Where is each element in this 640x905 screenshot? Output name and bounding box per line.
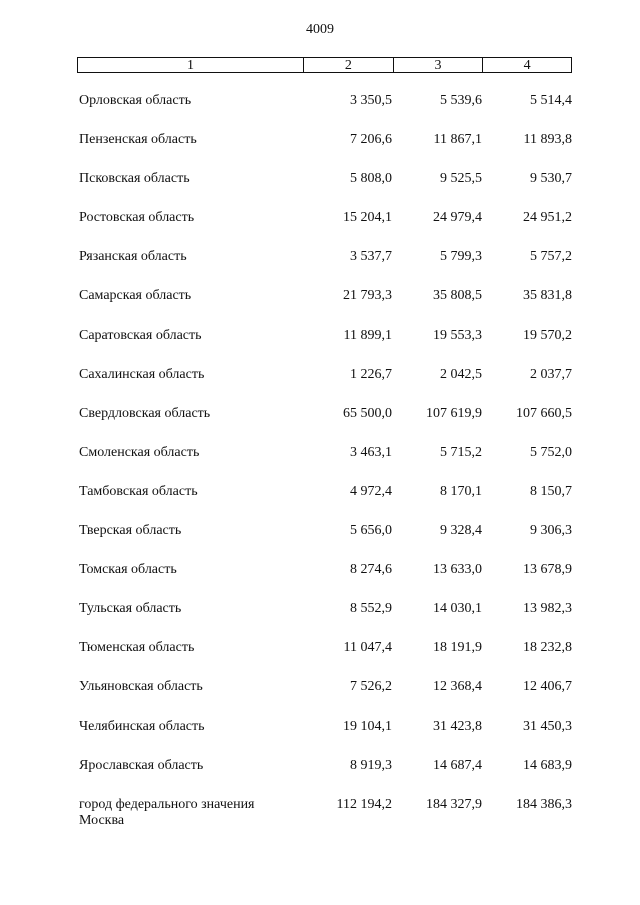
value-col-3: 107 619,9 xyxy=(426,405,482,421)
table-row xyxy=(77,367,572,406)
header-col-4: 4 xyxy=(523,58,531,73)
region-name: Тверская область xyxy=(79,523,182,539)
table-row xyxy=(77,132,572,171)
value-col-2: 11 899,1 xyxy=(343,327,392,343)
region-name: Рязанская область xyxy=(79,249,187,265)
value-col-4: 5 514,4 xyxy=(530,93,572,108)
value-col-3: 11 867,1 xyxy=(433,132,482,148)
value-col-2: 3 463,1 xyxy=(350,444,392,460)
value-col-2: 11 047,4 xyxy=(343,640,392,656)
value-col-2: 5 656,0 xyxy=(350,523,392,539)
table-header xyxy=(77,57,572,73)
table-row xyxy=(77,601,572,640)
table-row xyxy=(77,171,572,210)
region-name: Челябинская область xyxy=(79,718,205,734)
value-col-4: 5 757,2 xyxy=(530,249,572,265)
value-col-3: 5 539,6 xyxy=(440,93,482,108)
value-col-4: 9 306,3 xyxy=(530,523,572,539)
value-col-4: 107 660,5 xyxy=(516,405,572,421)
value-col-4: 13 678,9 xyxy=(523,562,572,578)
region-name: Псковская область xyxy=(79,171,190,187)
region-name: Самарская область xyxy=(79,288,192,304)
value-col-3: 18 191,9 xyxy=(433,640,482,656)
value-col-2: 21 793,3 xyxy=(343,288,392,304)
region-name: Пензенская область xyxy=(79,132,197,148)
region-name: город федерального значения Москва xyxy=(79,796,255,828)
table-row xyxy=(77,484,572,523)
header-col-2: 2 xyxy=(304,58,394,72)
value-col-4: 9 530,7 xyxy=(530,171,572,187)
table-row xyxy=(77,797,572,836)
value-col-3: 2 042,5 xyxy=(440,366,482,382)
value-col-3: 24 979,4 xyxy=(433,210,482,226)
value-col-2: 1 226,7 xyxy=(350,366,392,382)
value-col-3: 9 328,4 xyxy=(440,523,482,539)
value-col-3: 12 368,4 xyxy=(433,679,482,695)
table-row xyxy=(77,445,572,484)
value-col-4: 14 683,9 xyxy=(523,757,572,773)
value-col-2: 112 194,2 xyxy=(336,796,392,812)
table-row xyxy=(77,562,572,601)
table-body xyxy=(77,93,572,836)
value-col-4: 5 752,0 xyxy=(530,444,572,460)
table-row xyxy=(77,719,572,758)
table-row xyxy=(77,288,572,327)
region-name: Свердловская область xyxy=(79,405,211,421)
value-col-2: 3 350,5 xyxy=(350,93,392,108)
value-col-4: 12 406,7 xyxy=(523,679,572,695)
header-col-1: 1 xyxy=(78,58,304,72)
table-row xyxy=(77,640,572,679)
region-name: Ростовская область xyxy=(79,210,195,226)
table-row xyxy=(77,406,572,445)
value-col-2: 3 537,7 xyxy=(350,249,392,265)
value-col-3: 13 633,0 xyxy=(433,562,482,578)
region-name: Саратовская область xyxy=(79,327,202,343)
value-col-2: 8 274,6 xyxy=(350,562,392,578)
value-col-3: 9 525,5 xyxy=(440,171,482,187)
region-name: Сахалинская область xyxy=(79,366,205,382)
value-col-4: 18 232,8 xyxy=(523,640,572,656)
value-col-2: 5 808,0 xyxy=(350,171,392,187)
value-col-4: 184 386,3 xyxy=(516,796,572,812)
value-col-3: 8 170,1 xyxy=(440,483,482,499)
value-col-4: 8 150,7 xyxy=(530,483,572,499)
table-row xyxy=(77,249,572,288)
value-col-4: 2 037,7 xyxy=(530,366,572,382)
header-col-3: 3 xyxy=(394,58,484,72)
value-col-4: 11 893,8 xyxy=(523,132,572,148)
table-row xyxy=(77,328,572,367)
value-col-2: 65 500,0 xyxy=(343,405,392,421)
value-col-3: 31 423,8 xyxy=(433,718,482,734)
table-row xyxy=(77,93,572,132)
value-col-2: 8 552,9 xyxy=(350,601,392,617)
value-col-3: 35 808,5 xyxy=(433,288,482,304)
value-col-3: 14 030,1 xyxy=(433,601,482,617)
region-name: Тюменская область xyxy=(79,640,195,656)
value-col-2: 8 919,3 xyxy=(350,757,392,773)
value-col-3: 5 799,3 xyxy=(440,249,482,265)
value-col-3: 184 327,9 xyxy=(426,796,482,812)
value-col-3: 5 715,2 xyxy=(440,444,482,460)
region-name: Смоленская область xyxy=(79,444,200,460)
value-col-2: 19 104,1 xyxy=(343,718,392,734)
value-col-2: 4 972,4 xyxy=(350,483,392,499)
value-col-2: 15 204,1 xyxy=(343,210,392,226)
region-name: Тульская область xyxy=(79,601,182,617)
region-name: Томская область xyxy=(79,562,177,578)
table-row xyxy=(77,210,572,249)
table-row xyxy=(77,758,572,797)
region-name: Ульяновская область xyxy=(79,679,203,695)
value-col-4: 24 951,2 xyxy=(523,210,572,226)
region-name: Тамбовская область xyxy=(79,483,198,499)
region-name: Орловская область xyxy=(79,93,192,108)
value-col-2: 7 206,6 xyxy=(350,132,392,148)
page-number: 4009 xyxy=(306,22,334,37)
table-row xyxy=(77,679,572,718)
value-col-4: 35 831,8 xyxy=(523,288,572,304)
region-name: Ярославская область xyxy=(79,757,204,773)
value-col-4: 13 982,3 xyxy=(523,601,572,617)
value-col-3: 19 553,3 xyxy=(433,327,482,343)
table-row xyxy=(77,523,572,562)
value-col-4: 19 570,2 xyxy=(523,327,572,343)
value-col-4: 31 450,3 xyxy=(523,718,572,734)
value-col-3: 14 687,4 xyxy=(433,757,482,773)
value-col-2: 7 526,2 xyxy=(350,679,392,695)
